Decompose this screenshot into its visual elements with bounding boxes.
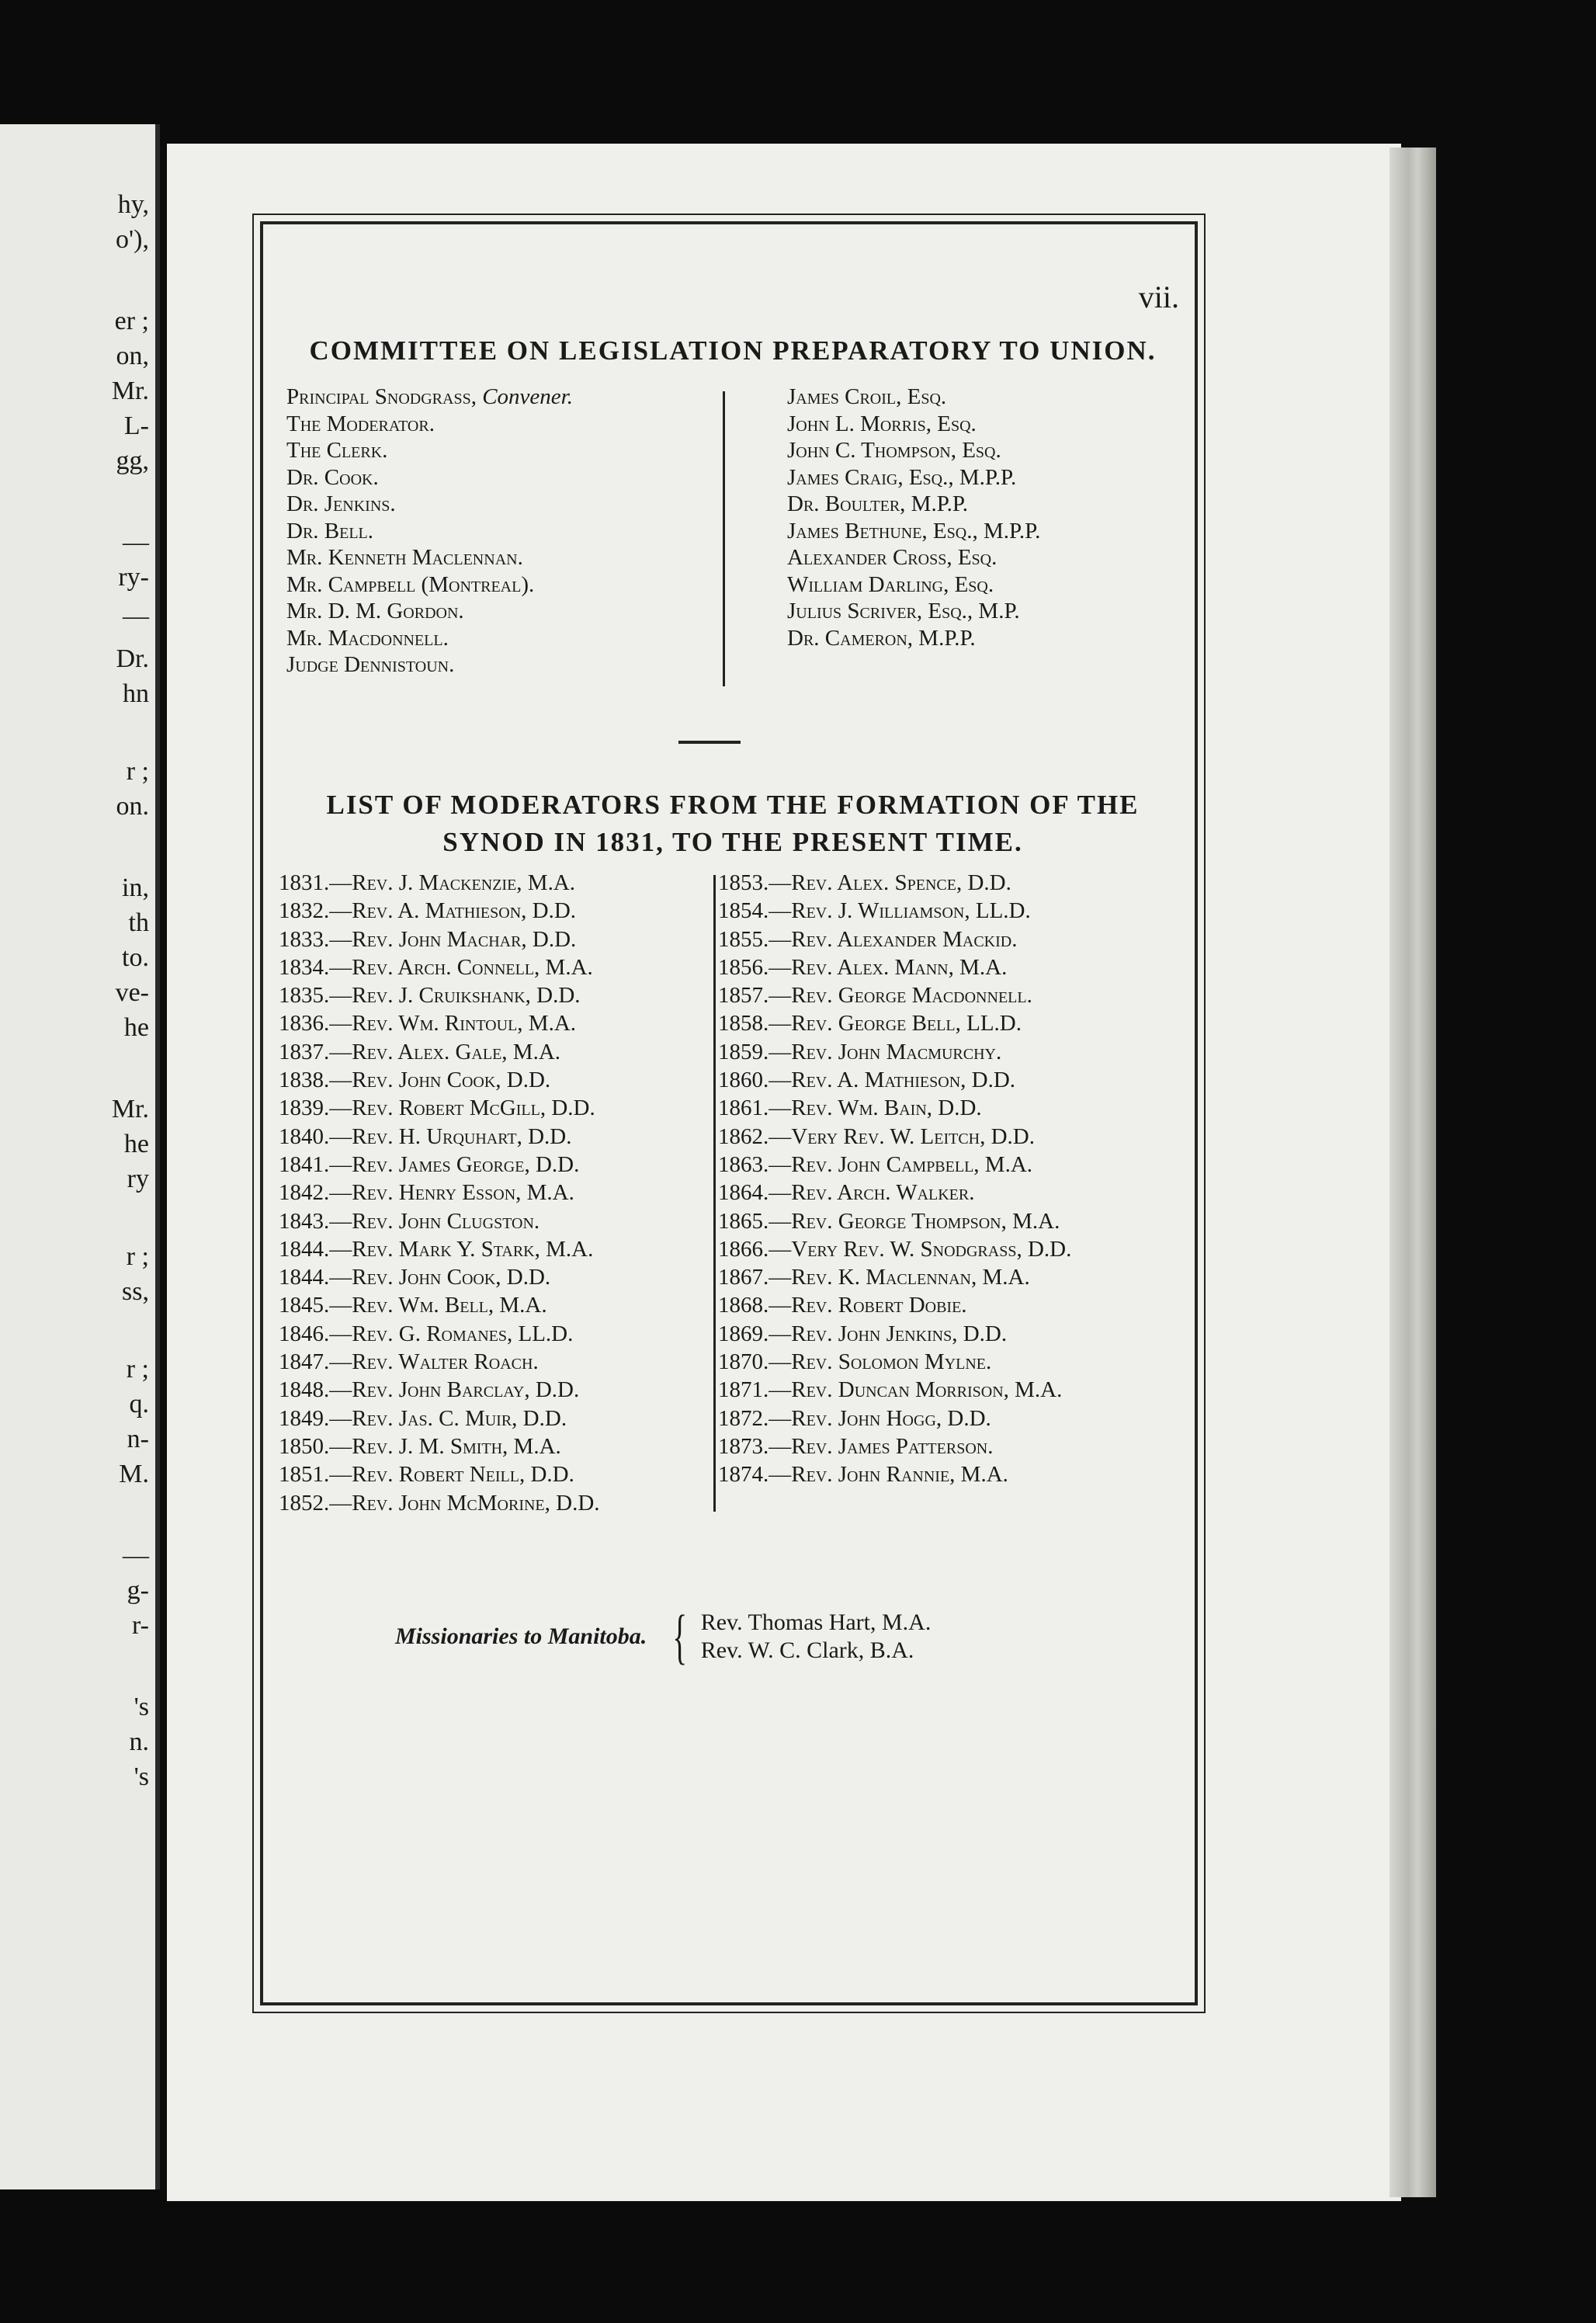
facing-page-text: r ;	[126, 1355, 149, 1384]
facing-page-text: n-	[127, 1425, 149, 1453]
moderator-entry: 1849.—Rev. Jas. C. Muir, D.D.	[279, 1405, 567, 1431]
moderator-entry: 1874.—Rev. John Rannie, M.A.	[718, 1462, 1008, 1488]
committee-member: John C. Thompson, Esq.	[787, 438, 1001, 463]
moderator-entry: 1856.—Rev. Alex. Mann, M.A.	[718, 954, 1008, 980]
moderator-entry: 1870.—Rev. Solomon Mylne.	[718, 1349, 992, 1375]
moderator-entry: 1851.—Rev. Robert Neill, D.D.	[279, 1462, 574, 1488]
moderator-entry: 1839.—Rev. Robert McGill, D.D.	[279, 1096, 595, 1121]
committee-member: Dr. Bell.	[286, 518, 374, 543]
facing-page-fragment	[0, 124, 160, 2189]
committee-member: The Clerk.	[286, 438, 388, 463]
facing-page-text: L-	[123, 411, 149, 440]
missionaries-names	[701, 1609, 932, 1665]
moderator-entry: 1837.—Rev. Alex. Gale, M.A.	[279, 1039, 561, 1064]
moderator-entry: 1844.—Rev. Mark Y. Stark, M.A.	[279, 1236, 594, 1262]
committee-member: Principal Snodgrass, Convener.	[286, 384, 573, 409]
committee-member: Alexander Cross, Esq.	[787, 545, 998, 570]
facing-page-text: —	[123, 528, 149, 557]
moderator-entry: 1844.—Rev. John Cook, D.D.	[279, 1265, 551, 1290]
moderator-entry: 1860.—Rev. A. Mathieson, D.D.	[718, 1068, 1016, 1093]
facing-page-text: M.	[119, 1460, 149, 1488]
missionary-name: Rev. Thomas Hart, M.A.	[700, 1609, 932, 1635]
facing-page-text: on,	[116, 342, 149, 370]
missionaries-block	[395, 1602, 932, 1670]
committee-member: Mr. Macdonnell.	[286, 625, 449, 651]
moderator-entry: 1864.—Rev. Arch. Walker.	[718, 1180, 975, 1206]
facing-page-text: ss,	[122, 1277, 149, 1306]
moderator-entry: 1846.—Rev. G. Romanes, LL.D.	[279, 1321, 574, 1346]
committee-member: Mr. Campbell (Montreal).	[286, 571, 535, 597]
facing-page-text: —	[123, 602, 149, 630]
moderators-heading-line2: SYNOD IN 1831, TO THE PRESENT TIME.	[442, 827, 1023, 857]
facing-page-text: Mr.	[111, 377, 149, 405]
committee-heading: COMMITTEE ON LEGISLATION PREPARATORY TO UNION.	[309, 335, 1157, 366]
facing-page-text: Dr.	[116, 644, 149, 673]
facing-page-text: g-	[127, 1576, 149, 1605]
committee-member: James Craig, Esq., M.P.P.	[787, 464, 1017, 490]
missionary-name: Rev. W. C. Clark, B.A.	[700, 1637, 914, 1663]
facing-page-text: ry-	[118, 563, 149, 592]
facing-page-text: gg,	[116, 446, 149, 475]
committee-member: Mr. D. M. Gordon.	[286, 599, 464, 623]
moderator-entry: 1845.—Rev. Wm. Bell, M.A.	[279, 1293, 547, 1318]
facing-page-text: hn	[123, 679, 149, 708]
moderators-divider	[713, 875, 716, 1512]
facing-page-text: he	[123, 1013, 149, 1042]
facing-page-text: he	[123, 1130, 149, 1158]
committee-member: Mr. Kenneth Maclennan.	[286, 545, 523, 570]
committee-right-column	[787, 384, 1040, 651]
committee-member: Judge Dennistoun.	[286, 652, 455, 677]
committee-divider	[723, 391, 725, 686]
moderator-entry: 1857.—Rev. George Macdonnell.	[718, 983, 1032, 1009]
moderator-entry: 1862.—Very Rev. W. Leitch, D.D.	[718, 1123, 1036, 1149]
facing-page-text: q.	[129, 1390, 149, 1418]
moderator-entry: 1867.—Rev. K. Maclennan, M.A.	[718, 1265, 1030, 1290]
moderator-entry: 1833.—Rev. John Machar, D.D.	[279, 926, 577, 952]
moderator-entry: 1871.—Rev. Duncan Morrison, M.A.	[718, 1377, 1063, 1403]
moderator-entry: 1840.—Rev. H. Urquhart, D.D.	[279, 1123, 572, 1149]
committee-member: Julius Scriver, Esq., M.P.	[787, 599, 1020, 623]
moderator-entry: 1842.—Rev. Henry Esson, M.A.	[279, 1180, 574, 1206]
facing-page-text: hy,	[117, 190, 149, 219]
page-number: vii.	[1138, 280, 1179, 314]
moderator-entry: 1838.—Rev. John Cook, D.D.	[279, 1068, 551, 1093]
committee-member: The Moderator.	[286, 411, 435, 436]
page-frame	[260, 221, 1198, 2005]
moderator-entry: 1854.—Rev. J. Williamson, LL.D.	[718, 898, 1031, 924]
moderator-entry: 1858.—Rev. George Bell, LL.D.	[718, 1011, 1022, 1036]
committee-member: Dr. Jenkins.	[286, 491, 396, 516]
facing-page-text: 's	[134, 1693, 149, 1721]
committee-member: John L. Morris, Esq.	[787, 411, 977, 436]
moderator-entry: 1836.—Rev. Wm. Rintoul, M.A.	[279, 1011, 577, 1036]
moderators-heading-line1: LIST OF MODERATORS FROM THE FORMATION OF THE	[326, 790, 1140, 820]
brace-glyph: {	[672, 1602, 688, 1670]
moderator-entry: 1832.—Rev. A. Mathieson, D.D.	[279, 898, 577, 924]
moderator-entry: 1873.—Rev. James Patterson.	[718, 1433, 994, 1459]
moderator-entry: 1853.—Rev. Alex. Spence, D.D.	[718, 870, 1011, 895]
committee-member: Dr. Cameron, M.P.P.	[787, 625, 976, 651]
moderator-entry: 1865.—Rev. George Thompson, M.A.	[718, 1208, 1060, 1234]
committee-left-column	[286, 384, 573, 679]
facing-page-text: ve-	[115, 978, 149, 1007]
committee-member: James Croil, Esq.	[787, 384, 947, 409]
facing-page-text: Mr.	[111, 1095, 149, 1123]
moderator-entry: 1852.—Rev. John McMorine, D.D.	[279, 1490, 600, 1516]
moderators-left-column	[279, 869, 600, 1517]
facing-page-text: r-	[132, 1611, 149, 1640]
missionaries-label: Missionaries to Manitoba.	[395, 1623, 647, 1649]
moderator-entry: 1841.—Rev. James George, D.D.	[279, 1151, 580, 1177]
moderator-entry: 1847.—Rev. Walter Roach.	[279, 1349, 539, 1375]
facing-page-text: o'),	[116, 225, 149, 254]
committee-member: William Darling, Esq.	[787, 571, 994, 597]
moderator-entry: 1843.—Rev. John Clugston.	[279, 1208, 540, 1234]
moderator-entry: 1855.—Rev. Alexander Mackid.	[718, 926, 1018, 952]
facing-page-text: n.	[129, 1727, 149, 1756]
moderator-entry: 1848.—Rev. John Barclay, D.D.	[279, 1377, 580, 1403]
moderator-entry: 1859.—Rev. John Macmurchy.	[718, 1039, 1002, 1064]
moderator-entry: 1831.—Rev. J. Mackenzie, M.A.	[279, 870, 576, 895]
committee-member: James Bethune, Esq., M.P.P.	[787, 518, 1041, 543]
facing-page-text: ry	[127, 1165, 149, 1193]
facing-page-text: th	[128, 908, 149, 937]
committee-member: Dr. Cook.	[286, 464, 379, 490]
facing-page-text: —	[123, 1541, 149, 1570]
page-edge	[1390, 148, 1436, 2197]
moderators-right-column	[718, 869, 1071, 1489]
moderator-entry: 1868.—Rev. Robert Dobie.	[718, 1293, 967, 1318]
facing-page-text: r ;	[126, 757, 149, 786]
moderator-entry: 1869.—Rev. John Jenkins, D.D.	[718, 1321, 1008, 1346]
section-rule	[678, 741, 741, 744]
facing-page-text: to.	[122, 943, 149, 972]
moderator-entry: 1866.—Very Rev. W. Snodgrass, D.D.	[718, 1236, 1072, 1262]
moderator-entry: 1872.—Rev. John Hogg, D.D.	[718, 1405, 991, 1431]
facing-page-text: on.	[116, 792, 149, 821]
facing-page-text: er ;	[114, 307, 149, 335]
moderator-entry: 1834.—Rev. Arch. Connell, M.A.	[279, 954, 593, 980]
committee-member: Dr. Boulter, M.P.P.	[787, 491, 969, 516]
facing-page-text: r ;	[126, 1242, 149, 1271]
moderator-entry: 1861.—Rev. Wm. Bain, D.D.	[718, 1096, 982, 1121]
facing-page-text: 's	[134, 1762, 149, 1791]
moderator-entry: 1863.—Rev. John Campbell, M.A.	[718, 1151, 1033, 1177]
facing-page-text: in,	[122, 873, 149, 902]
moderator-entry: 1835.—Rev. J. Cruikshank, D.D.	[279, 983, 581, 1009]
moderator-entry: 1850.—Rev. J. M. Smith, M.A.	[279, 1433, 561, 1459]
